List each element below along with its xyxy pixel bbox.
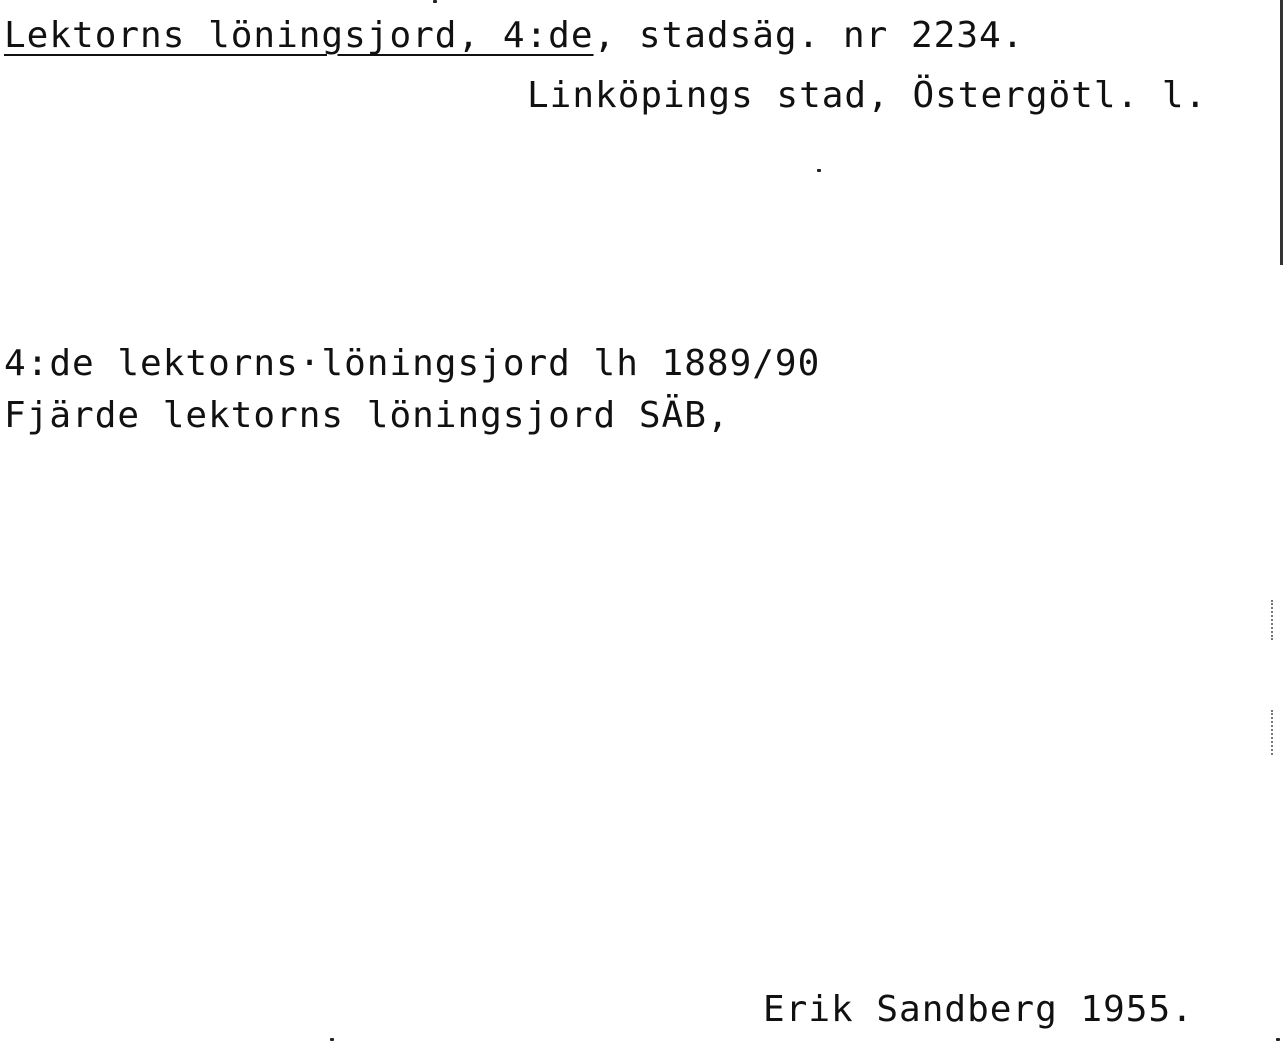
ink-speck xyxy=(330,1038,334,1041)
ink-speck xyxy=(433,0,437,3)
heading-underlined-name: Lektorns löningsjord, 4:de xyxy=(4,15,594,56)
location-line: Linköpings stad, Östergötl. l. xyxy=(527,75,1208,116)
heading-property-number: , stadsäg. nr 2234. xyxy=(593,15,1025,56)
signature-line: Erik Sandberg 1955. xyxy=(763,989,1194,1030)
card-heading xyxy=(4,14,1024,58)
edge-dots xyxy=(1271,710,1275,755)
ink-speck xyxy=(817,169,821,172)
name-variant-1: 4:de lektorns·löningsjord lh 1889/90 xyxy=(4,343,821,384)
edge-dots xyxy=(1271,600,1275,640)
name-variant-2: Fjärde lektorns löningsjord SÄB, xyxy=(4,395,730,436)
ink-speck xyxy=(1276,1038,1280,1041)
